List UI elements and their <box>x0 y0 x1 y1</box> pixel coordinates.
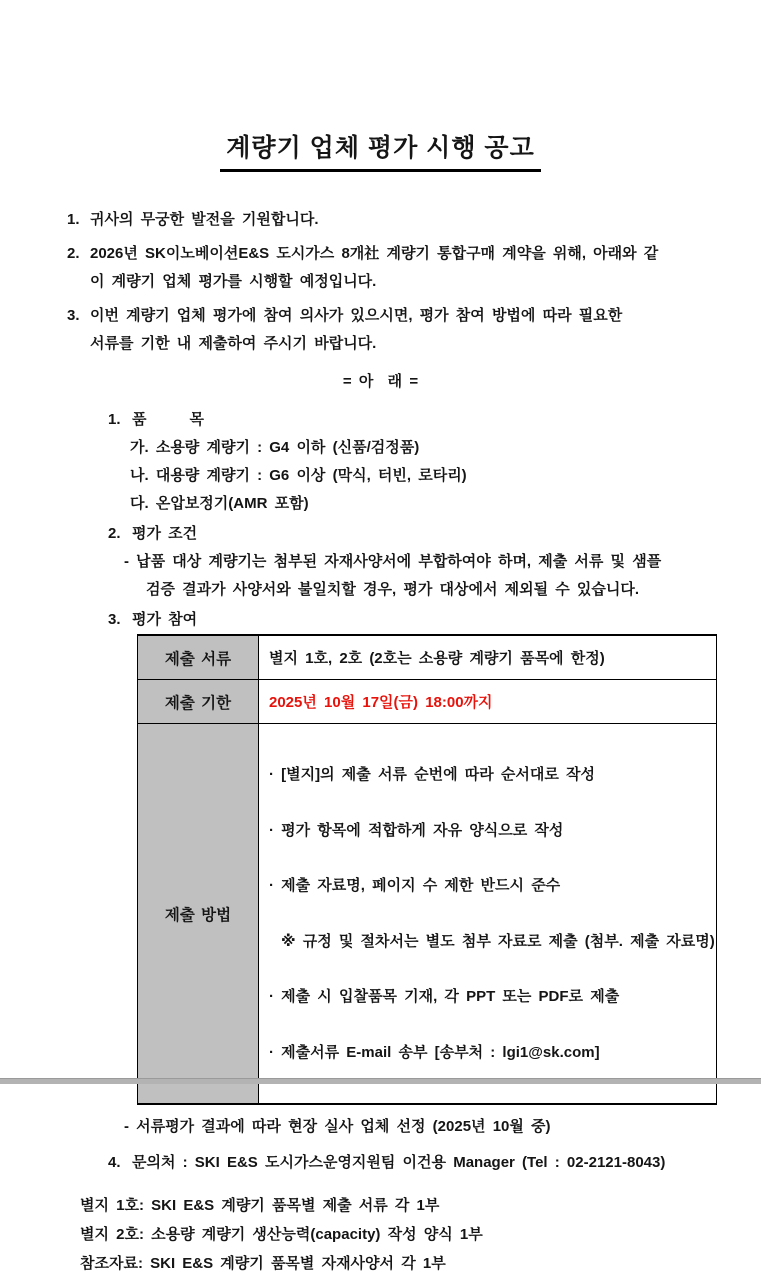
table-row-method <box>138 724 717 1105</box>
section-eval-conditions <box>0 520 761 604</box>
method-email-line <box>269 1042 706 1064</box>
intro-item-2 <box>0 240 761 296</box>
method-line: · 평가 항목에 적합하게 자유 양식으로 작성 <box>269 821 564 839</box>
section-items <box>0 406 761 518</box>
table-note: - 서류평가 결과에 따라 현장 실사 업체 선정 (2025년 10월 중) <box>124 1118 551 1135</box>
intro-item-number: 1. <box>67 211 80 228</box>
section-heading: 평가 조건 <box>132 525 198 542</box>
intro-item-text: 2026년 SK이노베이션E&S 도시가스 8개社 계량기 통합구매 계약을 위해, 아래와 같 <box>90 245 659 262</box>
attachment-note-2: 별지 2호: 소용량 계량기 생산능력(capacity) 작성 양식 1부 <box>80 1226 483 1243</box>
section-number: 4. <box>108 1154 121 1171</box>
intro-item-text: 이번 계량기 업체 평가에 참여 의사가 있으시면, 평가 참여 방법에 따라 필요한 <box>90 307 623 324</box>
intro-item-text: 서류를 기한 내 제출하여 주시기 바랍니다. <box>90 335 377 352</box>
title-area <box>0 128 761 172</box>
intro-item-text: 이 계량기 업체 평가를 시행할 예정입니다. <box>90 273 377 290</box>
section-number: 3. <box>108 611 121 628</box>
section-heading: 평가 참여 <box>132 611 198 628</box>
section-contact <box>0 1149 761 1177</box>
page-title: 계량기 업체 평가 시행 공고 <box>220 128 540 172</box>
intro-item-number: 3. <box>67 307 80 324</box>
section-eval-participation <box>0 606 761 634</box>
method-line: · [별지]의 제출 서류 순번에 따라 순서대로 작성 <box>269 766 595 783</box>
row-label-documents: 제출 서류 <box>138 635 259 680</box>
submission-table <box>137 634 717 1105</box>
method-note-line: ※ 규정 및 절차서는 별도 첨부 자료로 제출 (첨부. 제출 자료명) <box>281 932 715 950</box>
attachment-notes <box>0 1191 761 1278</box>
item-large-meter: 나. 대용량 계량기 : G6 이상 (막식, 터빈, 로타리) <box>130 467 467 484</box>
method-line: · 제출 시 입찰품목 기재, 각 PPT 또는 PDF로 제출 <box>269 988 620 1005</box>
horizontal-scrollbar[interactable] <box>0 1078 761 1084</box>
condition-text: - 납품 대상 계량기는 첨부된 자재사양서에 부합하여야 하며, 제출 서류 및 샘플 <box>124 553 662 570</box>
table-row-documents <box>138 635 717 680</box>
item-corrector: 다. 온압보정기(AMR 포함) <box>130 495 309 512</box>
intro-item-1 <box>0 206 761 234</box>
intro-item-text: 귀사의 무궁한 발전을 기원합니다. <box>90 211 319 228</box>
item-small-meter: 가. 소용량 계량기 : G4 이하 (신품/검정품) <box>130 439 420 456</box>
email-address: [송부처 : lgi1@sk.com] <box>434 1043 600 1061</box>
table-row-deadline <box>138 680 717 724</box>
below-separator: = 아 래 = <box>342 373 419 390</box>
section-number: 1. <box>108 411 121 428</box>
method-line: · 제출 자료명, 페이지 수 제한 반드시 준수 <box>269 877 561 894</box>
row-value-deadline: 2025년 10월 17일(금) 18:00까지 <box>259 680 717 724</box>
contact-text: 문의처 : SKI E&S 도시가스운영지원팀 이건용 Manager (Tel : 02-2121-8043) <box>132 1154 666 1171</box>
row-label-deadline: 제출 기한 <box>138 680 259 724</box>
intro-item-number: 2. <box>67 245 80 262</box>
intro-item-3 <box>0 302 761 358</box>
intro-list <box>0 206 761 358</box>
section-number: 2. <box>108 525 121 542</box>
attachment-note-1: 별지 1호: SKI E&S 계량기 품목별 제출 서류 각 1부 <box>80 1197 440 1214</box>
section-heading: 품 목 <box>132 411 204 428</box>
condition-text-cont: 검증 결과가 사양서와 불일치할 경우, 평가 대상에서 제외될 수 있습니다. <box>146 581 640 598</box>
row-label-method: 제출 방법 <box>138 724 259 1105</box>
row-value-documents: 별지 1호, 2호 (2호는 소용량 계량기 품목에 한정) <box>259 635 717 680</box>
attachment-note-3: 참조자료: SKI E&S 계량기 품목별 자재사양서 각 1부 <box>80 1255 446 1272</box>
method-email-prefix: · 제출서류 E-mail 송부 <box>269 1043 435 1061</box>
